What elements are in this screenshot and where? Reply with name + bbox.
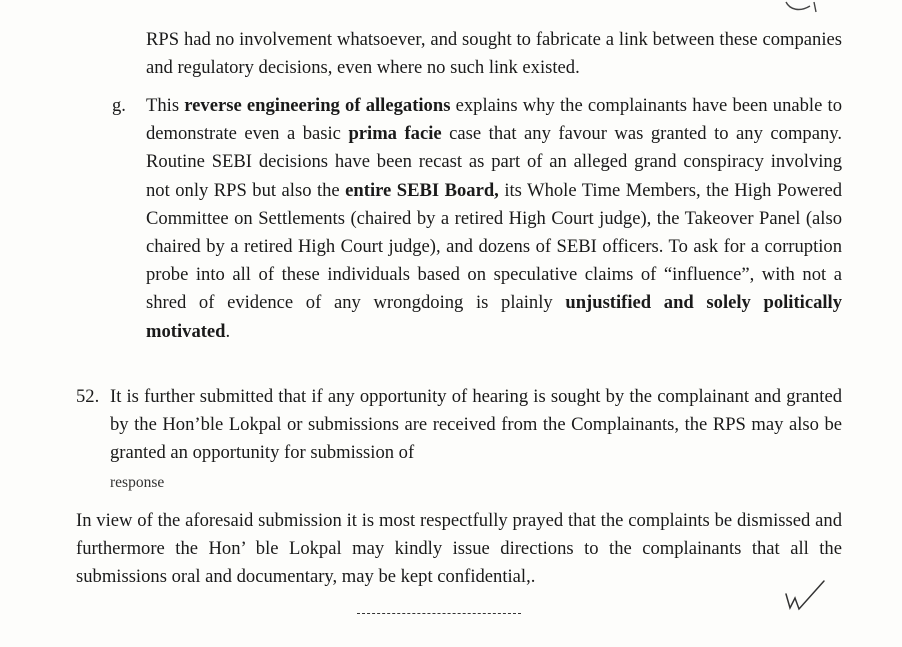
handwritten-mark-top (780, 0, 830, 14)
item-g-text-3: case that any favour was granted to any company. Routine SEBI decisions have been recast as part of an alleged grand conspiracy involving not only RPS but also the (146, 123, 842, 201)
item-52-trailing: response (110, 473, 165, 491)
handwritten-initials (780, 578, 830, 614)
continuation-paragraph (146, 26, 842, 82)
item-g-text-4: its Whole Time Members, the High Powered Committee on Settlements (chaired by a retired High Court judge), the Takeover Panel (also chaired by a retired High Court judge), and dozens of SEBI officers. To ask for a corruption probe into all of these individuals based on speculative claims of “influence”, with not a shred of evidence of any wrongdoing is plainly (146, 179, 843, 314)
closing-text: In view of the aforesaid submission it is most respectfully prayed that the complaints be dismissed and furthermore the Hon’ ble Lokpal may kindly issue directions to the complainants that all the submissions oral and documentary, may be kept confidential,. (76, 510, 842, 588)
item-52-text: It is further submitted that if any opportunity of hearing is sought by the complainant and granted by the Hon’ble Lokpal or submissions are received from the Complainants, the RPS may also be granted an opportunity for submission of (110, 386, 842, 464)
closing-paragraph (76, 507, 842, 592)
item-52-label: 52. (76, 386, 100, 407)
item-g-text-1: This (146, 95, 185, 116)
continuation-text: RPS had no involvement whatsoever, and sought to fabricate a link between these companies and regulatory decisions, even where no such link existed. (146, 29, 842, 79)
item-g-text-5: . (225, 320, 231, 342)
item-52-paragraph (110, 383, 842, 497)
item-g-paragraph (146, 92, 842, 346)
item-g-bold-2: prima facie (348, 123, 442, 145)
item-g-bold-4: unjustified and solely politically motivated (146, 292, 842, 342)
item-g-bold-1: reverse engineering of allegations (184, 95, 451, 116)
item-g-text-2: explains why the complainants have been unable to demonstrate even a basic (146, 95, 842, 145)
end-divider (357, 613, 521, 614)
item-g-bold-3: entire SEBI Board, (345, 179, 499, 201)
item-g-label: g. (112, 95, 126, 116)
